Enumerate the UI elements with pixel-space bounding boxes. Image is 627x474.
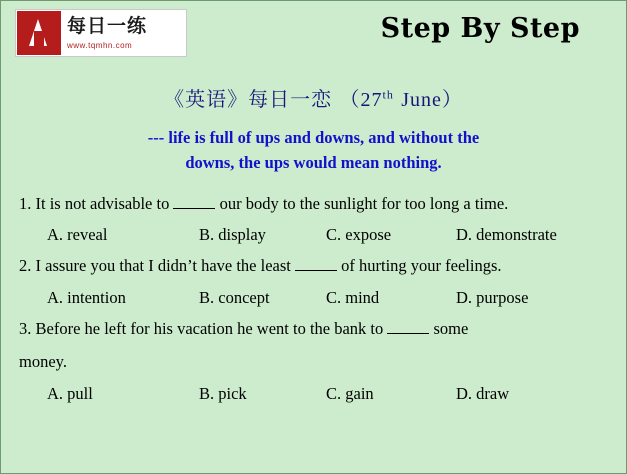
answer-blank [387,333,429,334]
quote-block [79,126,549,176]
question-text-before-blank: Before he left for his vacation he went to the bank to [35,319,384,339]
question-stem-continuation: money. [19,352,67,372]
option-c[interactable]: C. expose [326,225,392,245]
options-row [19,225,610,245]
question-stem [19,254,610,278]
question-text-after-blank: of hurting your feelings. [341,256,502,276]
question-number: 2. [19,256,32,276]
option-d[interactable]: D. draw [456,384,510,404]
option-b[interactable]: B. concept [199,288,270,308]
question-text-before-blank: I assure you that I didn’t have the least [35,256,291,276]
option-b[interactable]: B. pick [199,384,247,404]
document-title [1,83,626,112]
question-text-after-blank: our body to the sunlight for too long a time. [219,193,509,213]
option-a[interactable]: A. pull [47,384,93,404]
brand-logo [15,9,187,57]
option-b[interactable]: B. display [199,225,266,245]
document-date-open: （27 [339,89,383,111]
logo-text-block [67,14,148,50]
options-row [19,384,610,404]
page-title: Step By Step [380,13,580,44]
option-a[interactable]: A. intention [47,288,126,308]
option-d[interactable]: D. demonstrate [456,225,557,245]
document-title-chinese: 《英语》每日一恋 [164,87,333,111]
option-c[interactable]: C. mind [326,288,380,308]
red-square-logo-icon [17,11,61,55]
option-c[interactable]: C. gain [326,384,374,404]
question-text-after-blank: some [433,319,469,339]
document-date-close: ） [441,89,463,111]
question-stem [19,317,610,341]
quote-line-2: downs, the ups would mean nothing. [185,152,442,172]
options-row [19,288,610,308]
logo-url-text: www.tqmhn.com [67,40,133,50]
question-text-before-blank: It is not advisable to [35,193,170,213]
question-stem [19,192,610,216]
answer-blank [173,208,215,209]
question-number: 3. [19,319,32,339]
option-a[interactable]: A. reveal [47,225,108,245]
answer-blank [295,270,337,271]
logo-chinese-text: 每日一练 [67,14,148,37]
questions-list [1,192,626,405]
document-date-month: June [401,89,442,111]
quote-line-1: --- life is full of ups and downs, and without the [147,128,480,147]
page-header [1,1,626,61]
document-date-superscript: th [382,87,394,102]
option-d[interactable]: D. purpose [456,288,529,308]
question-number: 1. [19,193,32,213]
